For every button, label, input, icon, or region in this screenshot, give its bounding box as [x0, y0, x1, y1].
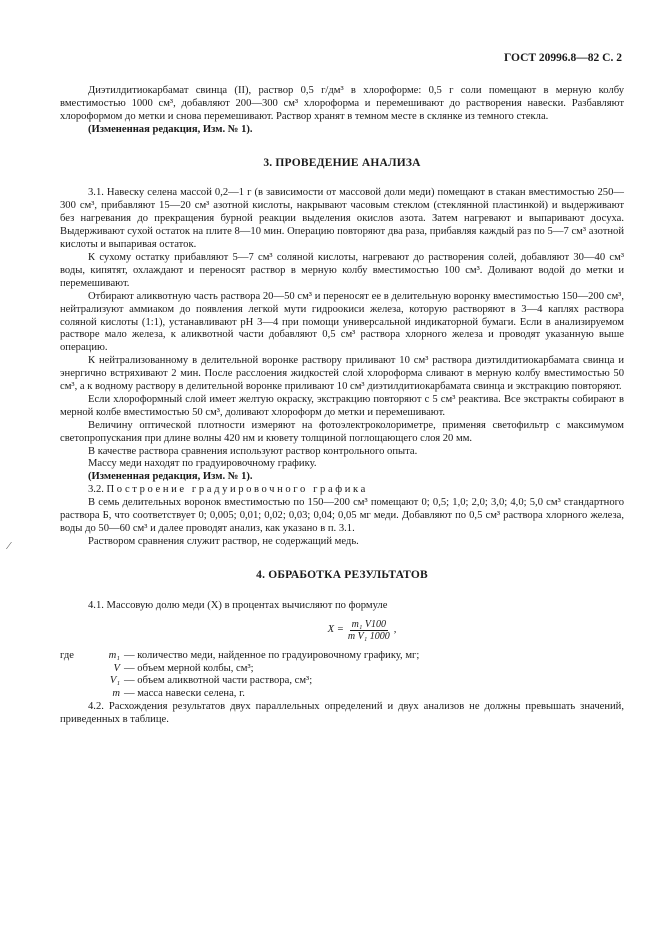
margin-mark: ⁄	[8, 540, 10, 552]
paragraph: К нейтрализованному в делительной воронке раствору приливают 10 см³ раствора диэтилдитиокарбамата свинца и энергично встряхивают 2 мин. После расслоения жидкостей слой хлороформа сливают в мерную колбу вместимостью 50 см³, а к водному раствору в делительной воронке приливают 10 см³ диэтилдитиокарбамата свинца и экстракцию повторяют.	[60, 355, 624, 393]
paragraph: Раствором сравнения служит раствор, не содержащий медь.	[88, 535, 359, 547]
formula-denominator: m V₁ 1000	[347, 630, 390, 642]
paragraph: К сухому остатку прибавляют 5—7 см³ соляной кислоты, нагревают до растворения солей, добавляют 30—40 см³ воды, кипятят, охлаждают и переносят раствор в мерную колбу вместимостью 100 см³. Доливают водой до метки и перемешивают.	[60, 251, 624, 289]
paragraph: В семь делительных воронок вместимостью по 150—200 см³ помещают 0; 0,5; 1,0; 2,0; 3,0; 4,0; 5,0 см³ стандартного раствора Б, что соответствует 0; 0,005; 0,01; 0,02; 0,03; 0,04; 0,05 мг меди. Добавляют по 0,5 см³ раствора хлорного железа, воды до 50—60 см³ и далее проводят анализ, как указано в п. 3.1.	[60, 497, 624, 534]
formula-fraction	[346, 619, 392, 642]
definition-row	[60, 663, 624, 676]
formula-tail: ,	[393, 623, 397, 635]
section-3-title: 3. ПРОВЕДЕНИЕ АНАЛИЗА	[263, 156, 421, 169]
edition-note: (Измененная редакция, Изм. № 1).	[88, 123, 253, 135]
section-4-title: 4. ОБРАБОТКА РЕЗУЛЬТАТОВ	[256, 568, 428, 581]
variable-definitions	[60, 650, 624, 702]
definition-row	[60, 688, 624, 701]
variable-description: — объем мерной колбы, см³;	[124, 662, 254, 674]
variable-description: — масса навески селена, г.	[124, 688, 245, 700]
subsection-number: 3.2.	[88, 484, 104, 496]
paragraph: Величину оптической плотности измеряют на фотоэлектроколориметре, применяя светофильтр с максимумом светопропускания при длине волны 420 нм и кювету толщиной поглощающего слоя 20 мм.	[60, 419, 624, 444]
subsection-title: Построение градуировочного графика	[106, 484, 368, 496]
paragraph: В качестве раствора сравнения используют раствор контрольного опыта.	[88, 445, 418, 457]
variable-description: — объем аликвотной части раствора, см³;	[124, 675, 313, 687]
variable-symbol: m₁	[108, 649, 120, 661]
variable-symbol: m	[112, 688, 120, 700]
paragraph: Если хлороформный слой имеет желтую окраску, экстракцию повторяют с 5 см³ реактива. Все экстракты собирают в мерной колбе вместимостью 50 см³, доливают хлороформ до метки и перемешивают.	[60, 393, 624, 418]
variable-description: — количество меди, найденное по градуировочному графику, мг;	[124, 649, 420, 661]
intro-paragraph: Диэтилдитиокарбамат свинца (II), раствор 0,5 г/дм³ в хлороформе: 0,5 г соли помещают в мерную колбу вместимостью 1000 см³, добавляют 200—300 см³ хлороформа и перемешивают до растворения навески. Разбавляют хлороформом до метки и снова перемешивают. Раствор хранят в темном месте в склянке из темного стекла.	[60, 84, 624, 122]
subsection-3-2-heading	[60, 484, 624, 497]
variable-symbol: V	[113, 662, 120, 674]
formula-numerator: m₁ V100	[351, 618, 386, 630]
paragraph: Массу меди находят по градуировочному графику.	[88, 458, 317, 470]
formula	[100, 619, 624, 642]
page-header: ГОСТ 20996.8—82 С. 2	[503, 52, 622, 64]
edition-note: (Измененная редакция, Изм. № 1).	[88, 471, 253, 483]
definition-row: где m₁ — количество меди, найденное по градуировочному графику, мг;	[60, 649, 420, 661]
definition-row	[60, 675, 624, 688]
paragraph-4-1: 4.1. Массовую долю меди (X) в процентах вычисляют по формуле	[88, 599, 388, 611]
paragraph-3-1: 3.1. Навеску селена массой 0,2—1 г (в зависимости от массовой доли меди) помещают в стакан вместимостью 250—300 см³, прибавляют 15—20 см³ азотной кислоты, накрывают часовым стеклом (стеклянной пластинкой) и выдерживают без нагревания до прекращения бурной реакции выделения окислов азота. Затем нагревают и выпаривают досуха. Выдерживают сухой остаток на плите 8—10 мин. Операцию повторяют два раза, прибавляя каждый раз по 5—7 см³ азотной кислоты и выпаривая остаток.	[60, 187, 624, 251]
formula-lhs: X =	[327, 623, 344, 635]
variable-symbol: V₁	[109, 675, 120, 687]
paragraph: Отбирают аликвотную часть раствора 20—50 см³ и переносят ее в делительную воронку вместимостью 150—200 см³, нейтрализуют аммиаком до появления легкой мути гидроокиси железа, которую растворяют в 3—4 каплях раствора соляной кислоты (1:1), устанавливают pH 3—4 при помощи универсальной индикаторной бумаги. Если в анализируемом растворе мало железа, к аликвотной части добавляют 0,5 см³ раствора хлорного железа и проводят указанную выше операцию.	[60, 290, 624, 354]
paragraph-4-2: 4.2. Расхождения результатов двух параллельных определений и двух анализов не должны превышать значений, приведенных в таблице.	[60, 701, 624, 726]
